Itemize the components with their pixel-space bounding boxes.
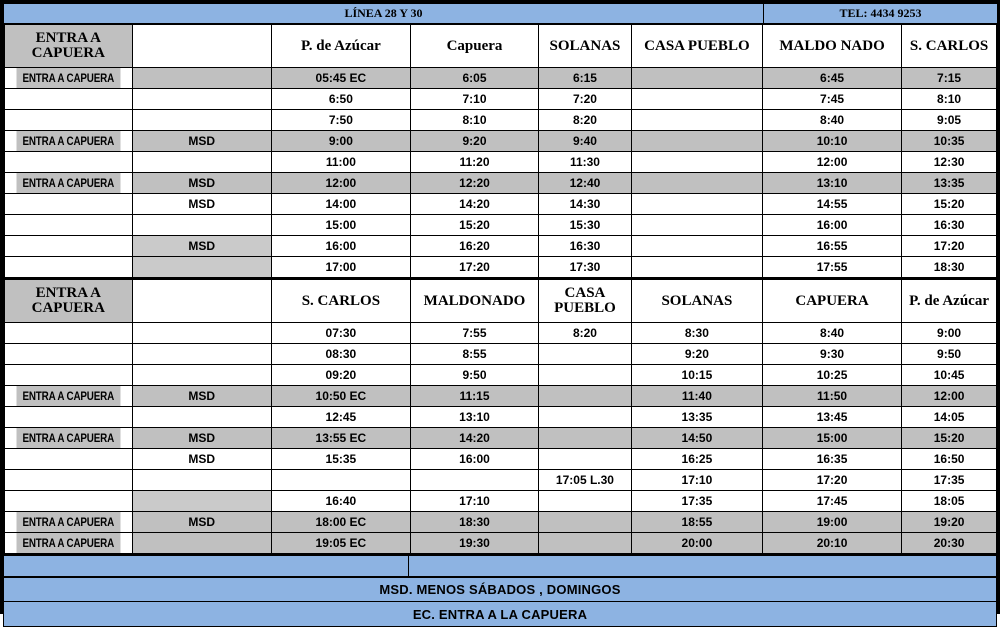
time-cell (539, 533, 632, 555)
time-cell: MSD (132, 512, 271, 533)
time-cell: 8:20 (539, 110, 632, 131)
table-row (4, 428, 997, 449)
time-cell (539, 407, 632, 428)
time-cell: 8:10 (902, 89, 997, 110)
spacer-right (409, 555, 997, 577)
time-cell: 18:55 (631, 512, 762, 533)
time-cell (4, 491, 132, 512)
time-cell: 05:45 EC (271, 68, 410, 89)
time-cell: MSD (132, 428, 271, 449)
time-cell (539, 365, 632, 386)
time-cell (539, 428, 632, 449)
time-cell: 9:00 (271, 131, 410, 152)
time-cell: 14:20 (410, 194, 538, 215)
time-cell (631, 194, 762, 215)
note-msd: MSD. MENOS SÁBADOS , DOMINGOS (3, 577, 997, 602)
time-cell: 16:30 (902, 215, 997, 236)
time-cell: 12:45 (271, 407, 410, 428)
header-cell: S. CARLOS (902, 25, 997, 68)
table-row (4, 236, 997, 257)
time-cell (132, 68, 271, 89)
time-cell: 07:30 (271, 323, 410, 344)
table-row (4, 491, 997, 512)
time-cell: 15:20 (902, 194, 997, 215)
time-cell: 14:20 (410, 428, 538, 449)
time-cell (4, 449, 132, 470)
time-cell (132, 344, 271, 365)
table-row (4, 533, 997, 555)
time-cell: 6:15 (539, 68, 632, 89)
time-cell: ENTRA A CAPUERA (16, 131, 121, 152)
time-cell (4, 89, 132, 110)
time-cell (539, 344, 632, 365)
header-cell (132, 25, 271, 68)
time-cell (4, 365, 132, 386)
time-cell: 16:00 (410, 449, 538, 470)
time-cell: 10:10 (762, 131, 901, 152)
header-cell: SOLANAS (631, 279, 762, 323)
phone-number: TEL: 4434 9253 (764, 4, 998, 24)
time-cell: 18:30 (902, 257, 997, 278)
time-cell: 9:30 (762, 344, 901, 365)
time-cell (4, 152, 132, 173)
time-cell: 14:55 (762, 194, 901, 215)
time-cell: 19:00 (762, 512, 901, 533)
time-cell: 10:25 (762, 365, 901, 386)
time-cell: 13:35 (631, 407, 762, 428)
time-cell: 14:05 (902, 407, 997, 428)
time-cell: 8:55 (410, 344, 538, 365)
time-cell: 9:50 (902, 344, 997, 365)
time-cell: 14:50 (631, 428, 762, 449)
time-cell: 16:40 (271, 491, 410, 512)
table-row (4, 386, 997, 407)
header-cell: CASA PUEBLO (631, 25, 762, 68)
time-cell: 9:00 (902, 323, 997, 344)
inbound-timetable (3, 278, 997, 555)
time-cell (132, 110, 271, 131)
time-cell: 10:15 (631, 365, 762, 386)
time-cell (4, 236, 132, 257)
time-cell: 16:25 (631, 449, 762, 470)
table-row (4, 257, 997, 278)
header-cell: SOLANAS (539, 25, 632, 68)
header-cell: P. de Azúcar (271, 25, 410, 68)
time-cell (132, 533, 271, 555)
time-cell (631, 152, 762, 173)
time-cell: 9:20 (631, 344, 762, 365)
time-cell: 15:35 (271, 449, 410, 470)
time-cell: 8:10 (410, 110, 538, 131)
time-cell: 19:30 (410, 533, 538, 555)
time-cell: 9:20 (410, 131, 538, 152)
header-cell: MALDO NADO (762, 25, 901, 68)
table-row (4, 344, 997, 365)
time-cell: 13:10 (410, 407, 538, 428)
time-cell (631, 110, 762, 131)
time-cell: 15:00 (762, 428, 901, 449)
time-cell: 9:05 (902, 110, 997, 131)
time-cell: 12:00 (271, 173, 410, 194)
table-row (4, 152, 997, 173)
time-cell (4, 470, 132, 491)
table-row (4, 365, 997, 386)
header-cell: CAPUERA (762, 279, 901, 323)
table-row (4, 512, 997, 533)
time-cell: 16:55 (762, 236, 901, 257)
time-cell: 16:35 (762, 449, 901, 470)
time-cell (132, 491, 271, 512)
time-cell: MSD (132, 449, 271, 470)
time-cell: 12:40 (539, 173, 632, 194)
time-cell (631, 173, 762, 194)
time-cell (132, 323, 271, 344)
time-cell (132, 470, 271, 491)
time-cell: 11:30 (539, 152, 632, 173)
time-cell: 18:30 (410, 512, 538, 533)
time-cell (631, 236, 762, 257)
time-cell (271, 470, 410, 491)
table-row (4, 89, 997, 110)
table-row (4, 323, 997, 344)
time-cell: MSD (132, 236, 271, 257)
time-cell: 16:50 (902, 449, 997, 470)
time-cell: 20:30 (902, 533, 997, 555)
title-bar (3, 3, 998, 24)
header-cell: ENTRA A CAPUERA (4, 25, 132, 68)
table-row (4, 470, 997, 491)
time-cell (4, 215, 132, 236)
time-cell: 17:35 (902, 470, 997, 491)
time-cell (631, 68, 762, 89)
time-cell: MSD (132, 173, 271, 194)
time-cell (4, 110, 132, 131)
time-cell: 14:00 (271, 194, 410, 215)
time-cell: 08:30 (271, 344, 410, 365)
table-row (4, 407, 997, 428)
time-cell: ENTRA A CAPUERA (16, 386, 121, 407)
time-cell: 18:00 EC (271, 512, 410, 533)
time-cell (539, 491, 632, 512)
time-cell (4, 194, 132, 215)
time-cell: 13:10 (762, 173, 901, 194)
blue-spacer-row (3, 555, 997, 577)
time-cell: 11:20 (410, 152, 538, 173)
time-cell: 09:20 (271, 365, 410, 386)
time-cell: 17:00 (271, 257, 410, 278)
spacer-left (3, 555, 409, 577)
time-cell: 7:50 (271, 110, 410, 131)
time-cell: 18:05 (902, 491, 997, 512)
time-cell: 12:30 (902, 152, 997, 173)
time-cell: 20:00 (631, 533, 762, 555)
note-ec: EC. ENTRA A LA CAPUERA (3, 602, 997, 627)
time-cell: 15:20 (902, 428, 997, 449)
time-cell: 17:35 (631, 491, 762, 512)
time-cell (631, 89, 762, 110)
header-cell: P. de Azúcar (902, 279, 997, 323)
time-cell: 9:50 (410, 365, 538, 386)
time-cell: 12:00 (762, 152, 901, 173)
time-cell: ENTRA A CAPUERA (16, 68, 121, 89)
table-row (4, 110, 997, 131)
line-title: LÍNEA 28 Y 30 (4, 4, 764, 24)
time-cell: 17:20 (410, 257, 538, 278)
time-cell: 11:15 (410, 386, 538, 407)
time-cell (410, 470, 538, 491)
time-cell (539, 449, 632, 470)
time-cell: 10:50 EC (271, 386, 410, 407)
time-cell: 12:00 (902, 386, 997, 407)
time-cell: 6:05 (410, 68, 538, 89)
time-cell: ENTRA A CAPUERA (16, 173, 121, 194)
time-cell: 17:30 (539, 257, 632, 278)
time-cell: 19:20 (902, 512, 997, 533)
time-cell: 10:45 (902, 365, 997, 386)
time-cell (631, 257, 762, 278)
time-cell: 17:05 L.30 (539, 470, 632, 491)
time-cell: 14:30 (539, 194, 632, 215)
time-cell: 10:35 (902, 131, 997, 152)
time-cell: 13:45 (762, 407, 901, 428)
time-cell: 8:40 (762, 110, 901, 131)
time-cell: 7:45 (762, 89, 901, 110)
time-cell: 7:10 (410, 89, 538, 110)
time-cell: 17:10 (631, 470, 762, 491)
time-cell: 16:00 (271, 236, 410, 257)
time-cell: 8:20 (539, 323, 632, 344)
time-cell (539, 386, 632, 407)
time-cell (4, 344, 132, 365)
time-cell: 17:55 (762, 257, 901, 278)
time-cell (4, 323, 132, 344)
time-cell: 7:15 (902, 68, 997, 89)
time-cell (631, 215, 762, 236)
time-cell: 17:10 (410, 491, 538, 512)
header-cell (132, 279, 271, 323)
table-row (4, 173, 997, 194)
time-cell: ENTRA A CAPUERA (16, 512, 121, 533)
time-cell: MSD (132, 386, 271, 407)
time-cell: 13:55 EC (271, 428, 410, 449)
table-row (4, 131, 997, 152)
time-cell: 8:30 (631, 323, 762, 344)
table-row (4, 194, 997, 215)
time-cell: 11:00 (271, 152, 410, 173)
time-cell: 17:20 (902, 236, 997, 257)
time-cell: MSD (132, 194, 271, 215)
time-cell (132, 365, 271, 386)
time-cell: ENTRA A CAPUERA (16, 533, 121, 555)
time-cell: ENTRA A CAPUERA (16, 428, 121, 449)
time-cell: 16:30 (539, 236, 632, 257)
time-cell: 15:30 (539, 215, 632, 236)
time-cell: 8:40 (762, 323, 901, 344)
time-cell (132, 152, 271, 173)
time-cell (132, 407, 271, 428)
time-cell: 13:35 (902, 173, 997, 194)
time-cell (132, 215, 271, 236)
header-cell: MALDONADO (410, 279, 538, 323)
time-cell: 16:20 (410, 236, 538, 257)
time-cell: 11:40 (631, 386, 762, 407)
time-cell: 17:20 (762, 470, 901, 491)
table-row (4, 215, 997, 236)
time-cell: 17:45 (762, 491, 901, 512)
time-cell: 9:40 (539, 131, 632, 152)
time-cell (4, 257, 132, 278)
time-cell: 19:05 EC (271, 533, 410, 555)
time-cell: MSD (132, 131, 271, 152)
header-cell: CASA PUEBLO (539, 279, 632, 323)
time-cell: 11:50 (762, 386, 901, 407)
time-cell: 6:45 (762, 68, 901, 89)
time-cell: 7:55 (410, 323, 538, 344)
header-cell: Capuera (410, 25, 538, 68)
header-cell: S. CARLOS (271, 279, 410, 323)
outbound-timetable (3, 24, 997, 278)
time-cell: 6:50 (271, 89, 410, 110)
time-cell (4, 407, 132, 428)
time-cell: 16:00 (762, 215, 901, 236)
table-row (4, 68, 997, 89)
header-cell: ENTRA A CAPUERA (4, 279, 132, 323)
time-cell: 7:20 (539, 89, 632, 110)
time-cell: 15:00 (271, 215, 410, 236)
time-cell (132, 89, 271, 110)
time-cell: 15:20 (410, 215, 538, 236)
time-cell (631, 131, 762, 152)
time-cell (539, 512, 632, 533)
table-row (4, 449, 997, 470)
time-cell: 12:20 (410, 173, 538, 194)
time-cell: 20:10 (762, 533, 901, 555)
time-cell (132, 257, 271, 278)
